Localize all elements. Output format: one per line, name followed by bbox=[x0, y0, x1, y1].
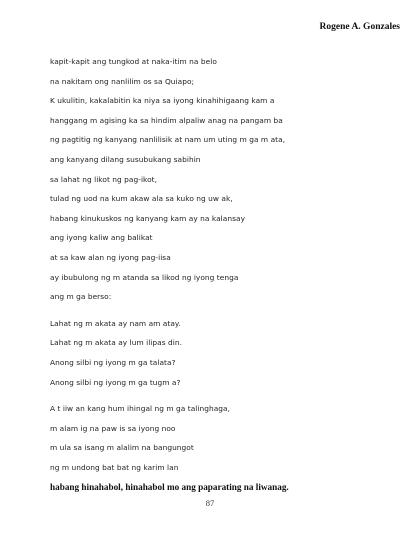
poem-line: kapit-kapit ang tungkod at naka-itim na belo bbox=[50, 57, 217, 66]
stanza-gap bbox=[50, 311, 390, 318]
poem-line: hanggang m agising ka sa hindim alpaliw anag na pangam ba bbox=[50, 115, 283, 125]
final-line: habang hinahabol, hinahabol mo ang paparating na liwanag. bbox=[50, 482, 289, 493]
poem-line: ang kanyang dilang susubukang sabihin bbox=[50, 154, 201, 164]
poem-line: Anong silbi ng iyong m ga tugm a? bbox=[50, 377, 181, 387]
poem-line: ng m undong bat bat ng karim lan bbox=[50, 462, 179, 472]
poem-line: at sa kaw alan ng iyong pag-iisa bbox=[50, 252, 171, 262]
poem-line: Lahat ng m akata ay lum ilipas din. bbox=[50, 338, 183, 348]
poem-line: na nakitam ong nanlilim os sa Quiapo; bbox=[50, 76, 195, 86]
poem-line: Lahat ng m akata ay nam am atay. bbox=[50, 318, 181, 328]
stanza-3 bbox=[50, 403, 390, 473]
author-header: Rogene A. Gonzales bbox=[319, 22, 400, 32]
stanza-gap bbox=[50, 396, 390, 403]
poem-line: m ula sa isang m alalim na bangungot bbox=[50, 443, 194, 453]
stanza-2 bbox=[50, 318, 390, 388]
poem-line: habang kinukuskos ng kanyang kam ay na kalansay bbox=[50, 213, 245, 223]
poem-line: tulad ng uod na kum akaw ala sa kuko ng uw ak, bbox=[50, 194, 233, 204]
stanza-1 bbox=[50, 56, 390, 302]
poem-line: sa lahat ng likot ng pag-ikot, bbox=[50, 174, 158, 184]
poem-line: ay ibubulong ng m atanda sa likod ng iyong tenga bbox=[50, 272, 239, 282]
poem-line: ng pagtitig ng kanyang nanlilisik at nam um uting m ga m ata, bbox=[50, 135, 286, 145]
poem-line: ang iyong kaliw ang balikat bbox=[50, 233, 153, 243]
page-number: 87 bbox=[205, 498, 215, 508]
poem-line: K ukulitin, kakalabitin ka niya sa iyong kinahihigaang kam a bbox=[50, 96, 275, 106]
poem-line: A t iiw an kang hum ihingal ng m ga talinghaga, bbox=[50, 404, 231, 414]
poem-body bbox=[50, 56, 390, 493]
poem-line: ang m ga berso: bbox=[50, 292, 112, 302]
poem-line: m alam ig na paw is sa iyong noo bbox=[50, 423, 176, 433]
poem-line: Anong silbi ng iyong m ga talata? bbox=[50, 357, 176, 367]
